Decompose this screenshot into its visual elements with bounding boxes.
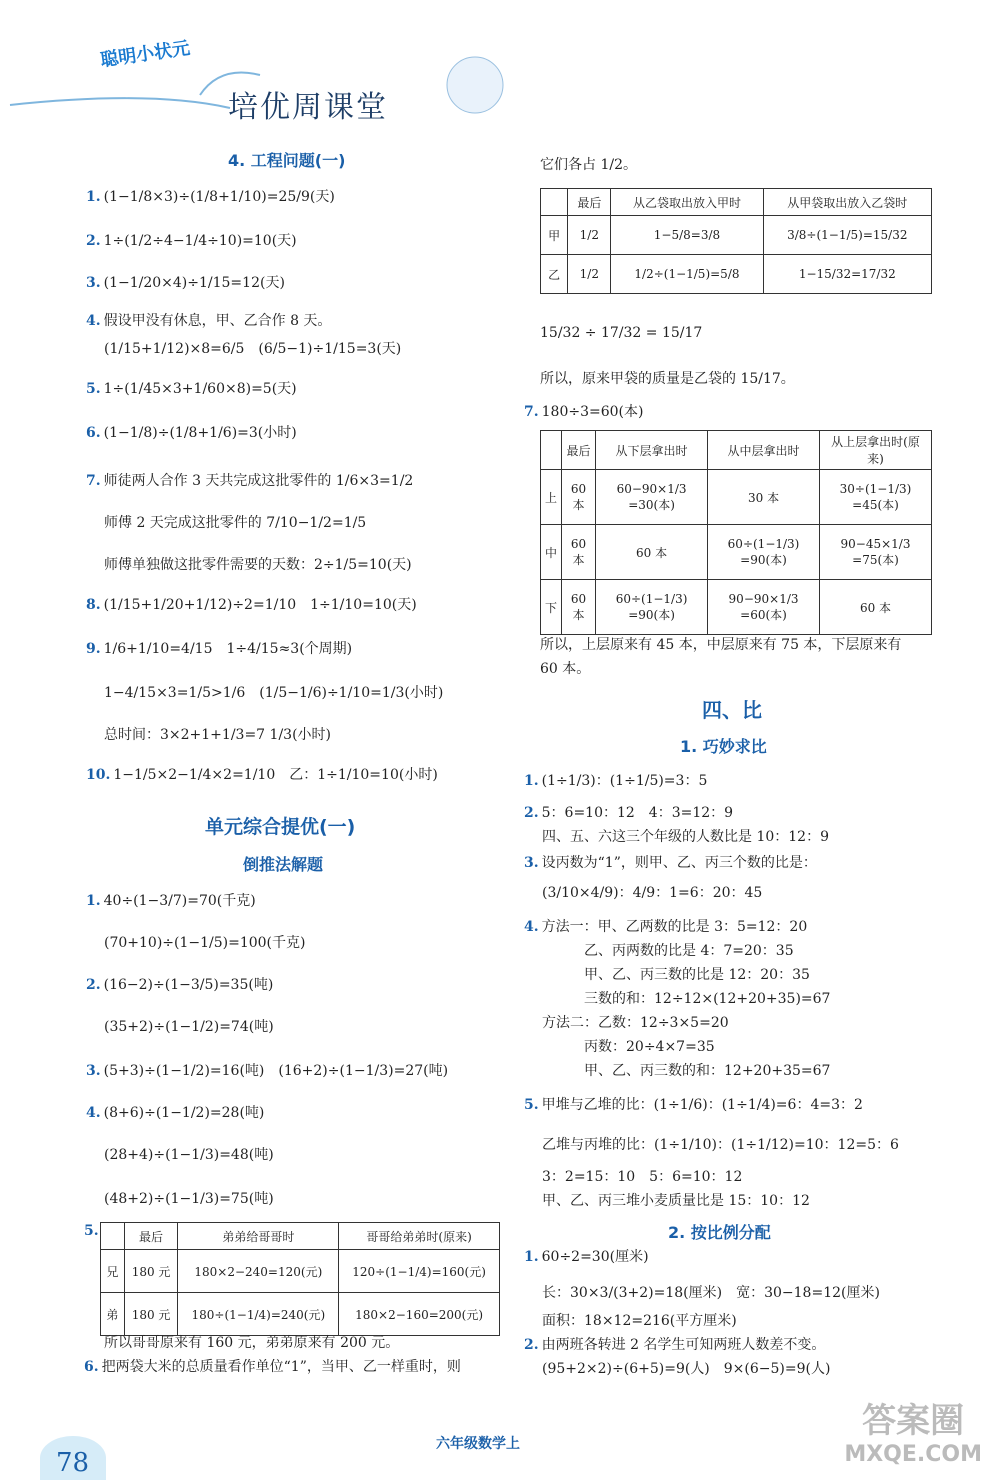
answer-line xyxy=(86,312,331,330)
question-number: 4. xyxy=(524,919,539,935)
table-cell: 60 本 xyxy=(596,525,708,580)
answer-text: (1−1/8)÷(1/8+1/6)=3(小时) xyxy=(103,425,297,441)
table-cell: 180×2−240=120(元) xyxy=(178,1250,339,1293)
answer-text: (3/10×4/9)：4/9：1=6：20：45 xyxy=(542,885,763,901)
section-title-unit-review: 单元综合提优(一) xyxy=(205,816,356,838)
answer-line xyxy=(86,976,273,994)
answer-text: 3：2=15：10 5：6=10：12 xyxy=(542,1169,743,1185)
table-cell: 1−5/8=3/8 xyxy=(611,216,763,255)
right-top-text: 它们各占 1/2。 xyxy=(540,157,637,173)
answer-line xyxy=(86,232,297,250)
section-title-proportional: 2. 按比例分配 xyxy=(668,1223,771,1242)
answer-text: (5+3)÷(1−1/2)=16(吨) (16+2)÷(1−1/3)=27(吨) xyxy=(103,1063,449,1079)
table-brothers xyxy=(100,1222,500,1336)
question-number: 1. xyxy=(86,189,101,205)
answer-line xyxy=(524,1336,825,1354)
question-number: 5. xyxy=(86,381,101,397)
answer-text: 甲、乙、丙三数的和：12+20+35=67 xyxy=(542,1063,831,1079)
answer-line xyxy=(524,1096,863,1114)
answer-text: 甲、乙、丙三堆小麦质量比是 15：10：12 xyxy=(542,1193,810,1209)
section-subtitle-backward: 倒推法解题 xyxy=(243,855,324,874)
answer-line xyxy=(542,1014,729,1032)
answer-line xyxy=(86,1104,264,1122)
answer-text: 师徒两人合作 3 天共完成这批零件的 1/6×3=1/2 xyxy=(103,473,414,489)
question-number: 3. xyxy=(86,1063,101,1079)
q5-number: 5. xyxy=(84,1223,99,1239)
answer-line xyxy=(542,990,830,1008)
table-header-cell: 最后 xyxy=(124,1223,178,1250)
table-cell: 60 本 xyxy=(562,470,596,525)
answer-line xyxy=(86,1062,448,1080)
table-cell: 甲 xyxy=(541,216,568,255)
answer-text: (16−2)÷(1−3/5)=35(吨) xyxy=(103,977,274,993)
answer-line xyxy=(86,596,417,614)
section-title-work-problem: 4. 工程问题(一) xyxy=(228,151,346,170)
q7-text: 180÷3=60(本) xyxy=(541,404,644,420)
answer-text: (1−1/8×3)÷(1/8+1/10)=25/9(天) xyxy=(103,189,335,205)
answer-line xyxy=(524,854,817,872)
books-conclusion-2: 60 本。 xyxy=(540,661,591,677)
q6-text: 把两袋大米的总质量看作单位“1”，当甲、乙一样重时，则 xyxy=(101,1359,461,1375)
answer-line xyxy=(104,726,331,744)
table-cell: 60−90×1/3 =30(本) xyxy=(596,470,708,525)
answer-text: 乙、丙两数的比是 4：7=20：35 xyxy=(542,943,794,959)
question-number: 3. xyxy=(524,855,539,871)
table-header-cell: 从甲袋取出放入乙袋时 xyxy=(763,189,931,216)
answer-line xyxy=(104,340,401,358)
answer-line xyxy=(524,918,807,936)
table-cell: 90−45×1/3 =75(本) xyxy=(820,525,932,580)
answer-text: 40÷(1−3/7)=70(千克) xyxy=(103,893,256,909)
table-row xyxy=(541,525,932,580)
answer-line xyxy=(542,1038,715,1056)
table-cell: 1/2 xyxy=(568,216,611,255)
answer-line xyxy=(542,1360,830,1378)
answer-text: (35+2)÷(1−1/2)=74(吨) xyxy=(104,1019,274,1035)
q7-number: 7. xyxy=(524,404,539,420)
answer-text: 甲、乙、丙三数的比是 12：20：35 xyxy=(542,967,810,983)
answer-text: 总时间：3×2+1+1/3=7 1/3(小时) xyxy=(104,727,331,743)
question-number: 2. xyxy=(524,1337,539,1353)
answer-text: (1/15+1/20+1/12)÷2=1/10 1÷1/10=10(天) xyxy=(103,597,417,613)
question-number: 4. xyxy=(86,313,101,329)
answer-line xyxy=(104,1146,274,1164)
table-cell: 乙 xyxy=(541,255,568,294)
table-row xyxy=(541,580,932,635)
answer-line xyxy=(86,766,438,784)
answer-text: 由两班各转进 2 名学生可知两班人数差不变。 xyxy=(541,1337,826,1353)
answer-line xyxy=(524,804,733,822)
answer-line xyxy=(86,424,297,442)
answer-text: 甲堆与乙堆的比：(1÷1/6)：(1÷1/4)=6：4=3：2 xyxy=(541,1097,863,1113)
answer-line xyxy=(104,684,443,702)
table-header-cell: 从下层拿出时 xyxy=(596,431,708,470)
answer-text: 1/6+1/10=4/15 1÷4/15≈3(个周期) xyxy=(103,641,353,657)
answer-text: 方法二：乙数：12÷3×5=20 xyxy=(542,1015,729,1031)
answer-line xyxy=(104,1190,274,1208)
table-cell: 60÷(1−1/3) =90(本) xyxy=(596,580,708,635)
question-number: 10. xyxy=(86,767,111,783)
page-number: 78 xyxy=(56,1448,90,1478)
question-number: 1. xyxy=(524,773,539,789)
answer-text: 四、五、六这三个年级的人数比是 10：12：9 xyxy=(542,829,829,845)
rice-ratio: 15/32 ÷ 17/32 = 15/17 xyxy=(540,325,703,341)
answer-line xyxy=(104,934,305,952)
table-cell: 60 本 xyxy=(820,580,932,635)
answer-line xyxy=(542,884,762,902)
table-header-cell xyxy=(541,189,568,216)
table-row xyxy=(101,1293,500,1336)
table-header-cell: 最后 xyxy=(562,431,596,470)
q6-number: 6. xyxy=(84,1359,99,1375)
question-number: 2. xyxy=(524,805,539,821)
table-cell: 180 元 xyxy=(124,1293,178,1336)
answer-line xyxy=(542,942,794,960)
table-cell: 60 本 xyxy=(562,580,596,635)
question-number: 1. xyxy=(524,1249,539,1265)
books-conclusion-1: 所以，上层原来有 45 本，中层原来有 75 本，下层原来有 xyxy=(540,637,902,653)
section-title-find-ratio: 1. 巧妙求比 xyxy=(680,737,767,756)
answer-line xyxy=(86,188,335,206)
q5-conclusion: 所以哥哥原来有 160 元，弟弟原来有 200 元。 xyxy=(104,1335,400,1351)
table-cell: 1/2 xyxy=(568,255,611,294)
answer-text: (70+10)÷(1−1/5)=100(千克) xyxy=(104,935,306,951)
table-header-cell: 从乙袋取出放入甲时 xyxy=(611,189,763,216)
question-number: 9. xyxy=(86,641,101,657)
table-bookshelf xyxy=(540,430,932,635)
answer-line xyxy=(104,1018,274,1036)
table-cell: 1/2÷(1−1/5)=5/8 xyxy=(611,255,763,294)
rice-conclusion: 所以，原来甲袋的质量是乙袋的 15/17。 xyxy=(540,371,795,387)
answer-line xyxy=(542,966,810,984)
table-cell: 180÷(1−1/4)=240(元) xyxy=(178,1293,339,1336)
answer-text: 乙堆与丙堆的比：(1÷1/10)：(1÷1/12)=10：12=5：6 xyxy=(542,1137,899,1153)
table-header-cell xyxy=(101,1223,125,1250)
table-row xyxy=(541,470,932,525)
answer-line xyxy=(542,1168,742,1186)
answer-line xyxy=(542,828,829,846)
table-cell: 180×2−160=200(元) xyxy=(339,1293,500,1336)
answer-text: 60÷2=30(厘米) xyxy=(541,1249,649,1265)
table-cell: 3/8÷(1−1/5)=15/32 xyxy=(763,216,931,255)
question-number: 2. xyxy=(86,977,101,993)
answer-text: (1/15+1/12)×8=6/5 (6/5−1)÷1/15=3(天) xyxy=(104,341,402,357)
table-row xyxy=(541,216,932,255)
answer-text: (95+2×2)÷(6+5)=9(人) 9×(6−5)=9(人) xyxy=(542,1361,831,1377)
answer-text: 1÷(1/2÷4−1/4÷10)=10(天) xyxy=(103,233,297,249)
answer-text: (28+4)÷(1−1/3)=48(吨) xyxy=(104,1147,274,1163)
chapter-title-ratio: 四、比 xyxy=(702,698,762,722)
table-cell: 30÷(1−1/3) =45(本) xyxy=(820,470,932,525)
table-row xyxy=(541,255,932,294)
answer-line xyxy=(86,640,352,658)
question-number: 1. xyxy=(86,893,101,909)
answer-line xyxy=(104,556,412,574)
answer-text: 假设甲没有休息，甲、乙合作 8 天。 xyxy=(103,313,332,329)
answer-line xyxy=(542,1192,810,1210)
answer-text: (1÷1/3)：(1÷1/5)=3：5 xyxy=(541,773,708,789)
question-number: 3. xyxy=(86,275,101,291)
answer-text: 1−4/15×3=1/5>1/6 (1/5−1/6)÷1/10=1/3(小时) xyxy=(104,685,444,701)
answer-line xyxy=(86,380,297,398)
table-cell: 兄 xyxy=(101,1250,125,1293)
answer-text: 1−1/5×2−1/4×2=1/10 乙：1÷1/10=10(小时) xyxy=(113,767,438,783)
answer-text: (48+2)÷(1−1/3)=75(吨) xyxy=(104,1191,274,1207)
table-cell: 弟 xyxy=(101,1293,125,1336)
answer-line xyxy=(542,1312,737,1330)
table-cell: 60÷(1−1/3) =90(本) xyxy=(708,525,820,580)
answer-line xyxy=(542,1284,880,1302)
table-header-cell: 从上层拿出时(原来) xyxy=(820,431,932,470)
answer-text: 长：30×3/(3+2)=18(厘米) 宽：30−18=12(厘米) xyxy=(542,1285,880,1301)
table-cell: 120÷(1−1/4)=160(元) xyxy=(339,1250,500,1293)
answer-text: (1−1/20×4)÷1/15=12(天) xyxy=(103,275,285,291)
table-header-cell: 从中层拿出时 xyxy=(708,431,820,470)
answer-line xyxy=(524,772,707,790)
answer-line xyxy=(542,1062,830,1080)
question-number: 6. xyxy=(86,425,101,441)
table-header-cell: 哥哥给弟弟时(原来) xyxy=(339,1223,500,1250)
watermark-line1: 答案圈 xyxy=(862,1401,965,1441)
question-number: 2. xyxy=(86,233,101,249)
brand-logo-text: 聪明小状元 xyxy=(99,37,192,72)
question-number: 8. xyxy=(86,597,101,613)
table-header-cell: 弟弟给哥哥时 xyxy=(178,1223,339,1250)
table-cell: 1−15/32=17/32 xyxy=(763,255,931,294)
answer-text: 方法一：甲、乙两数的比是 3：5=12：20 xyxy=(541,919,808,935)
answer-text: 师傅 2 天完成这批零件的 7/10−1/2=1/5 xyxy=(104,515,367,531)
answer-line xyxy=(104,514,366,532)
table-cell: 30 本 xyxy=(708,470,820,525)
answer-text: 师傅单独做这批零件需要的天数：2÷1/5=10(天) xyxy=(104,557,412,573)
table-cell: 上 xyxy=(541,470,562,525)
answer-text: (8+6)÷(1−1/2)=28(吨) xyxy=(103,1105,265,1121)
header-title: 培优周课堂 xyxy=(228,90,388,125)
footer-text: 六年级数学上 xyxy=(436,1436,520,1452)
table-row xyxy=(101,1250,500,1293)
watermark-line2: MXQE.COM xyxy=(844,1442,982,1467)
answer-text: 1÷(1/45×3+1/60×8)=5(天) xyxy=(103,381,297,397)
answer-line xyxy=(86,892,256,910)
answer-line xyxy=(524,1248,649,1266)
watermark xyxy=(844,1401,982,1472)
answer-text: 三数的和：12÷12×(12+20+35)=67 xyxy=(542,991,831,1007)
question-number: 7. xyxy=(86,473,101,489)
table-rice-bags xyxy=(540,188,932,294)
question-number: 4. xyxy=(86,1105,101,1121)
table-cell: 下 xyxy=(541,580,562,635)
answer-text: 面积：18×12=216(平方厘米) xyxy=(542,1313,737,1329)
answer-text: 设丙数为“1”，则甲、乙、丙三个数的比是： xyxy=(541,855,817,871)
table-cell: 中 xyxy=(541,525,562,580)
table-header-cell xyxy=(541,431,562,470)
table-cell: 180 元 xyxy=(124,1250,178,1293)
question-number: 5. xyxy=(524,1097,539,1113)
answer-line xyxy=(542,1136,899,1154)
table-cell: 60 本 xyxy=(562,525,596,580)
answer-line xyxy=(86,274,285,292)
answer-text: 丙数：20÷4×7=35 xyxy=(542,1039,715,1055)
table-cell: 90−90×1/3 =60(本) xyxy=(708,580,820,635)
table-header-cell: 最后 xyxy=(568,189,611,216)
answer-line xyxy=(86,472,413,490)
answer-text: 5：6=10：12 4：3=12：9 xyxy=(541,805,734,821)
